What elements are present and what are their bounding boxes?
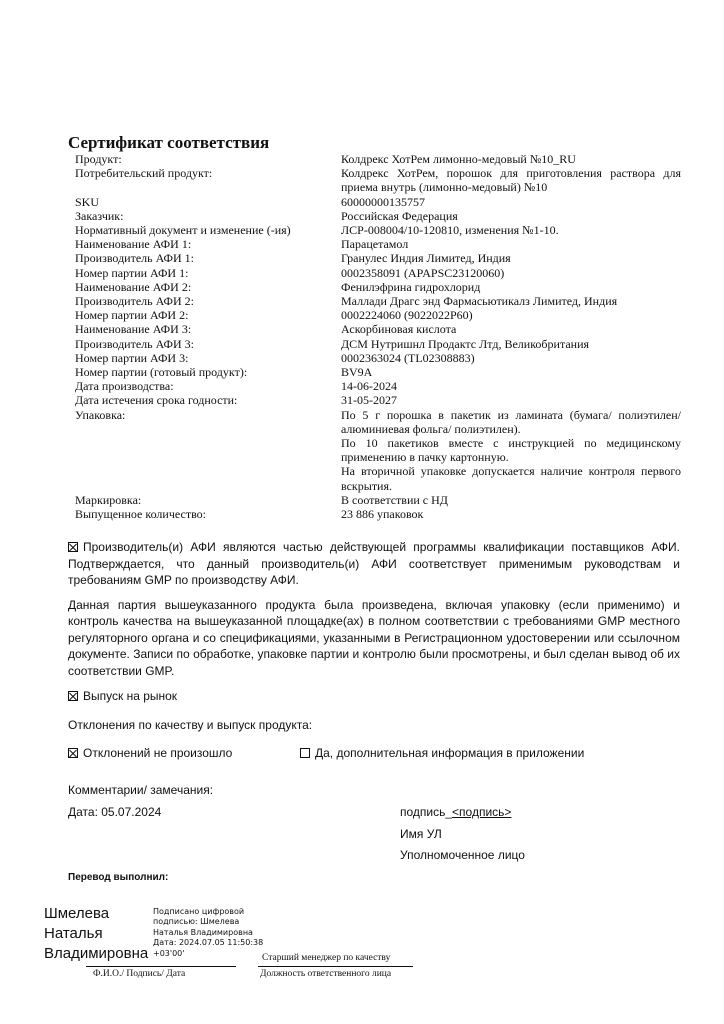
- field-row: [75, 408, 681, 493]
- field-label: Номер партии АФИ 1:: [75, 265, 189, 280]
- deviations-options: [68, 745, 680, 762]
- field-value-line: По 10 пакетиков вместе с инструкцией по медицинскому применению в пачку картонную.: [341, 436, 681, 465]
- field-value: [341, 507, 681, 521]
- field-value-line: На вторичной упаковке допускается наличие контроля первого вскрытия.: [341, 464, 681, 493]
- field-row: [75, 393, 681, 407]
- signature-prefix: подпись_: [400, 805, 453, 820]
- field-label: Наименование АФИ 2:: [75, 279, 192, 294]
- field-label: Наименование АФИ 3:: [75, 322, 192, 337]
- field-row: [75, 507, 681, 521]
- field-row: [75, 223, 681, 237]
- name-label: Имя УЛ: [400, 826, 442, 841]
- divider: [258, 966, 413, 967]
- field-row: [75, 237, 681, 251]
- checkbox-empty-icon: [300, 748, 310, 758]
- name-line: Владимировна: [44, 944, 149, 962]
- field-row: [75, 493, 681, 507]
- authorized-person: Уполномоченное лицо: [400, 848, 525, 863]
- sig-line: Наталья Владимировна: [153, 927, 253, 937]
- signature-line: [400, 804, 511, 821]
- field-row: [75, 365, 681, 379]
- translator-block: [0, 884, 724, 984]
- field-value-line: 0002224060 (9022022P60): [341, 308, 473, 323]
- field-label: Продукт:: [75, 152, 122, 166]
- field-row: [75, 379, 681, 393]
- field-value-line: 0002358091 (APAPSC23120060): [341, 265, 505, 280]
- yes-deviations-checkbox[interactable]: [300, 745, 584, 762]
- name-line: Шмелева: [44, 904, 110, 922]
- field-row: [75, 251, 681, 265]
- field-value-line: ЛСР-008004/10-120810, изменения №1-10.: [341, 223, 559, 238]
- paragraph-text: Производитель(и) АФИ являются частью действующей программы квалификации поставщиков АФИ. Подтверждается, что данный производитель(и) АФИ соответствует применимым руководствам и требованиям GMP по производству АФИ.: [68, 540, 680, 588]
- field-value: [341, 152, 681, 166]
- field-value: [341, 237, 681, 251]
- field-label: Номер партии АФИ 3:: [75, 350, 189, 365]
- caption-right: Должность ответственного лица: [260, 968, 392, 979]
- field-row: [75, 337, 681, 351]
- field-row: [75, 152, 681, 166]
- field-value: [341, 365, 681, 379]
- field-label: Производитель АФИ 2:: [75, 294, 195, 309]
- field-value-line: Фенилэфрина гидрохлорид: [341, 279, 481, 294]
- field-value: [341, 379, 681, 393]
- caption-left: Ф.И.О./ Подпись/ Дата: [93, 968, 186, 979]
- translator-name: [44, 904, 148, 964]
- field-label: Нормативный документ и изменение (-ия): [75, 223, 291, 238]
- translator-heading: Перевод выполнил:: [68, 871, 169, 883]
- field-value-line: Аскорбиновая кислота: [341, 322, 457, 337]
- no-deviations-checkbox[interactable]: [68, 745, 300, 762]
- deviations-heading: Отклонения по качеству и выпуск продукта:: [68, 717, 313, 732]
- field-value: [341, 393, 681, 407]
- field-label: Дата производства:: [75, 379, 174, 394]
- gmp-compliance-paragraph: Данная партия вышеуказанного продукта была произведена, включая упаковку (если применимо) и контроль качества на вышеуказанной площадке(ах) в полном соответствии с требованиями GMP местного регуляторного органа и со спецификациями, указанными в Регистрационном удостоверении или ссылочном документе. Записи по обработке, упаковке партии и контролю были просмотрены, и был сделан вывод об их соответствии GMP.: [68, 597, 680, 678]
- field-value-line: Колдрекс ХотРем лимонно-медовый №10_RU: [341, 152, 576, 166]
- field-label: Заказчик:: [75, 208, 124, 223]
- supplier-qualification-paragraph: [68, 539, 680, 589]
- field-label: Потребительский продукт:: [75, 166, 213, 181]
- field-value-line: Российская Федерация: [341, 208, 458, 223]
- sig-line: Подписано цифровой: [153, 906, 245, 916]
- field-value: [341, 337, 681, 351]
- field-label: Наименование АФИ 1:: [75, 237, 192, 252]
- field-row: [75, 195, 681, 209]
- field-label: Дата истечения срока годности:: [75, 393, 238, 408]
- field-value-line: 31-05-2027: [341, 393, 397, 408]
- field-value-line: Маллади Драгс энд Фармасьютикалз Лимитед, Индия: [341, 294, 618, 309]
- field-value: [341, 195, 681, 209]
- field-value-line: ДСМ Нутришнл Продактс Лтд, Великобритания: [341, 336, 590, 351]
- field-value: [341, 280, 681, 294]
- release-label: Выпуск на рынок: [83, 689, 178, 704]
- comments-label: Комментарии/ замечания:: [68, 782, 214, 797]
- field-row: [75, 308, 681, 322]
- field-value-line: По 5 г порошка в пакетик из ламината (бумага/ полиэтилен/ алюминиевая фольга/ полиэтилен).: [341, 407, 681, 436]
- field-row: [75, 351, 681, 365]
- no-deviations-label: Отклонений не произошло: [83, 746, 233, 761]
- field-row: [75, 322, 681, 336]
- field-row: [75, 294, 681, 308]
- field-value: [341, 351, 681, 365]
- field-row: [75, 166, 681, 194]
- field-label: Выпущенное количество:: [75, 507, 206, 522]
- field-value-line: В соответствии с НД: [341, 492, 448, 507]
- field-value: [341, 266, 681, 280]
- field-value: [341, 493, 681, 507]
- name-line: Наталья: [44, 924, 103, 942]
- field-value: [341, 322, 681, 336]
- release-checkbox[interactable]: [68, 688, 680, 705]
- yes-deviations-label: Да, дополнительная информация в приложении: [315, 746, 585, 761]
- field-row: [75, 266, 681, 280]
- sig-line: подписью: Шмелева: [153, 917, 240, 927]
- field-row: [75, 280, 681, 294]
- digital-signature-block: [153, 907, 263, 960]
- field-value: [341, 308, 681, 322]
- field-value-line: BV9A: [341, 365, 373, 380]
- field-value: [341, 408, 681, 493]
- checkbox-checked-icon: [68, 542, 78, 552]
- field-label: Производитель АФИ 1:: [75, 251, 195, 266]
- sig-line: Дата: 2024.07.05 11:50:38: [153, 938, 264, 948]
- field-label: Производитель АФИ 3:: [75, 336, 195, 351]
- fields-table: [75, 152, 681, 521]
- field-label: Номер партии АФИ 2:: [75, 308, 189, 323]
- field-label: Маркировка:: [75, 492, 142, 507]
- divider: [86, 966, 236, 967]
- page-title: Сертификат соответствия: [68, 133, 270, 152]
- field-label: Номер партии (готовый продукт):: [75, 365, 248, 380]
- field-value: [341, 209, 681, 223]
- field-value-line: Парацетамол: [341, 237, 409, 252]
- field-row: [75, 209, 681, 223]
- field-value-line: 60000000135757: [341, 194, 425, 209]
- field-value-line: Гранулес Индия Лимитед, Индия: [341, 251, 511, 266]
- sig-line: +03'00': [153, 948, 185, 958]
- field-value-line: 23 886 упаковок: [341, 507, 424, 522]
- field-label: SKU: [75, 194, 100, 209]
- field-value: [341, 251, 681, 265]
- position-value: Старший менеджер по качеству: [262, 952, 391, 963]
- signature-value: <подпись>: [452, 805, 512, 820]
- field-value: [341, 223, 681, 237]
- date-text: Дата: 05.07.2024: [68, 805, 162, 820]
- checkbox-checked-icon: [68, 748, 78, 758]
- field-label: Упаковка:: [75, 407, 126, 422]
- checkbox-checked-icon: [68, 691, 78, 701]
- field-value: [341, 166, 681, 194]
- field-value: [341, 294, 681, 308]
- field-value-line: 14-06-2024: [341, 379, 397, 394]
- field-value-line: Колдрекс ХотРем, порошок для приготовления раствора для приема внутрь (лимонно-медовый) №10: [341, 166, 681, 195]
- date-signature-row: [68, 804, 680, 821]
- field-value-line: 0002363024 (TL02308883): [341, 350, 475, 365]
